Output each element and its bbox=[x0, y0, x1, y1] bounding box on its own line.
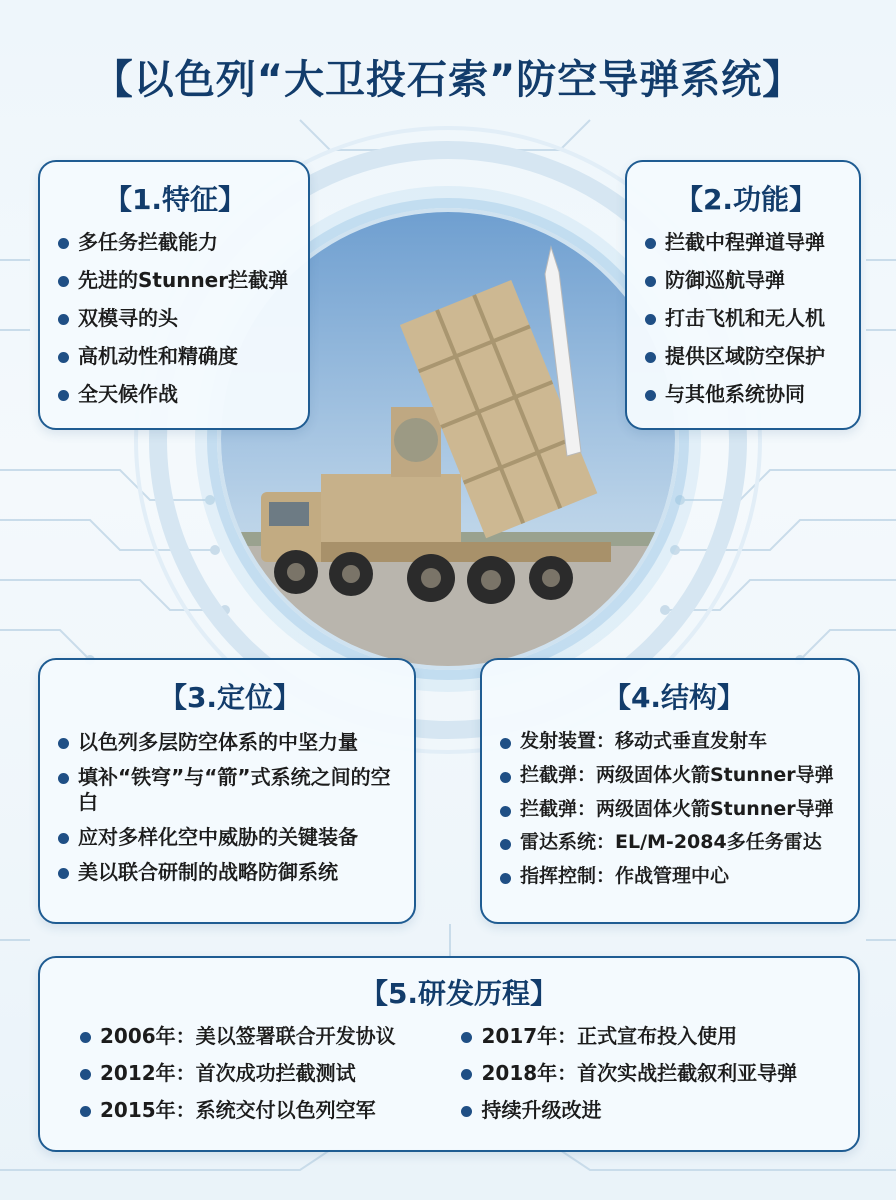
functions-list bbox=[645, 230, 847, 407]
functions-panel bbox=[625, 160, 861, 430]
list-item: 发射装置：移动式垂直发射车 bbox=[500, 730, 848, 754]
history-left-list bbox=[80, 1024, 461, 1135]
list-item: 打击飞机和无人机 bbox=[645, 306, 847, 331]
list-item: 拦截弹：两级固体火箭Stunner导弹 bbox=[500, 798, 848, 822]
list-item: 多任务拦截能力 bbox=[58, 230, 292, 255]
list-item: 2018年：首次实战拦截叙利亚导弹 bbox=[461, 1061, 838, 1086]
list-item: 指挥控制：作战管理中心 bbox=[500, 865, 848, 889]
list-item: 防御巡航导弹 bbox=[645, 268, 847, 293]
list-item: 填补“铁穹”与“箭”式系统之间的空白 bbox=[58, 765, 402, 815]
positioning-panel bbox=[38, 658, 416, 924]
page-title: 【以色列“大卫投石索”防空导弹系统】 bbox=[92, 57, 804, 103]
list-item: 应对多样化空中威胁的关键装备 bbox=[58, 825, 402, 850]
list-item: 2015年：系统交付以色列空军 bbox=[80, 1098, 461, 1123]
list-item: 持续升级改进 bbox=[461, 1098, 838, 1123]
features-title: 【1.特征】 bbox=[103, 183, 247, 216]
features-list bbox=[58, 230, 292, 407]
list-item: 2012年：首次成功拦截测试 bbox=[80, 1061, 461, 1086]
list-item: 雷达系统：EL/M-2084多任务雷达 bbox=[500, 831, 848, 855]
list-item: 美以联合研制的战略防御系统 bbox=[58, 860, 402, 885]
positioning-title: 【3.定位】 bbox=[158, 681, 302, 714]
structure-list bbox=[500, 730, 848, 889]
structure-panel bbox=[480, 658, 860, 924]
list-item: 与其他系统协同 bbox=[645, 382, 847, 407]
history-panel bbox=[38, 956, 860, 1152]
list-item: 高机动性和精确度 bbox=[58, 344, 292, 369]
list-item: 拦截弹：两级固体火箭Stunner导弹 bbox=[500, 764, 848, 788]
list-item: 2017年：正式宣布投入使用 bbox=[461, 1024, 838, 1049]
list-item: 双模寻的头 bbox=[58, 306, 292, 331]
history-title: 【5.研发历程】 bbox=[359, 977, 559, 1010]
list-item: 拦截中程弹道导弹 bbox=[645, 230, 847, 255]
functions-title: 【2.功能】 bbox=[674, 183, 818, 216]
list-item: 2006年：美以签署联合开发协议 bbox=[80, 1024, 461, 1049]
list-item: 以色列多层防空体系的中坚力量 bbox=[58, 730, 402, 755]
history-timeline bbox=[80, 1024, 838, 1135]
structure-title: 【4.结构】 bbox=[602, 681, 746, 714]
history-right-list bbox=[461, 1024, 838, 1135]
positioning-list bbox=[58, 730, 402, 885]
list-item: 提供区域防空保护 bbox=[645, 344, 847, 369]
list-item: 全天候作战 bbox=[58, 382, 292, 407]
list-item: 先进的Stunner拦截弹 bbox=[58, 268, 292, 293]
features-panel bbox=[38, 160, 310, 430]
